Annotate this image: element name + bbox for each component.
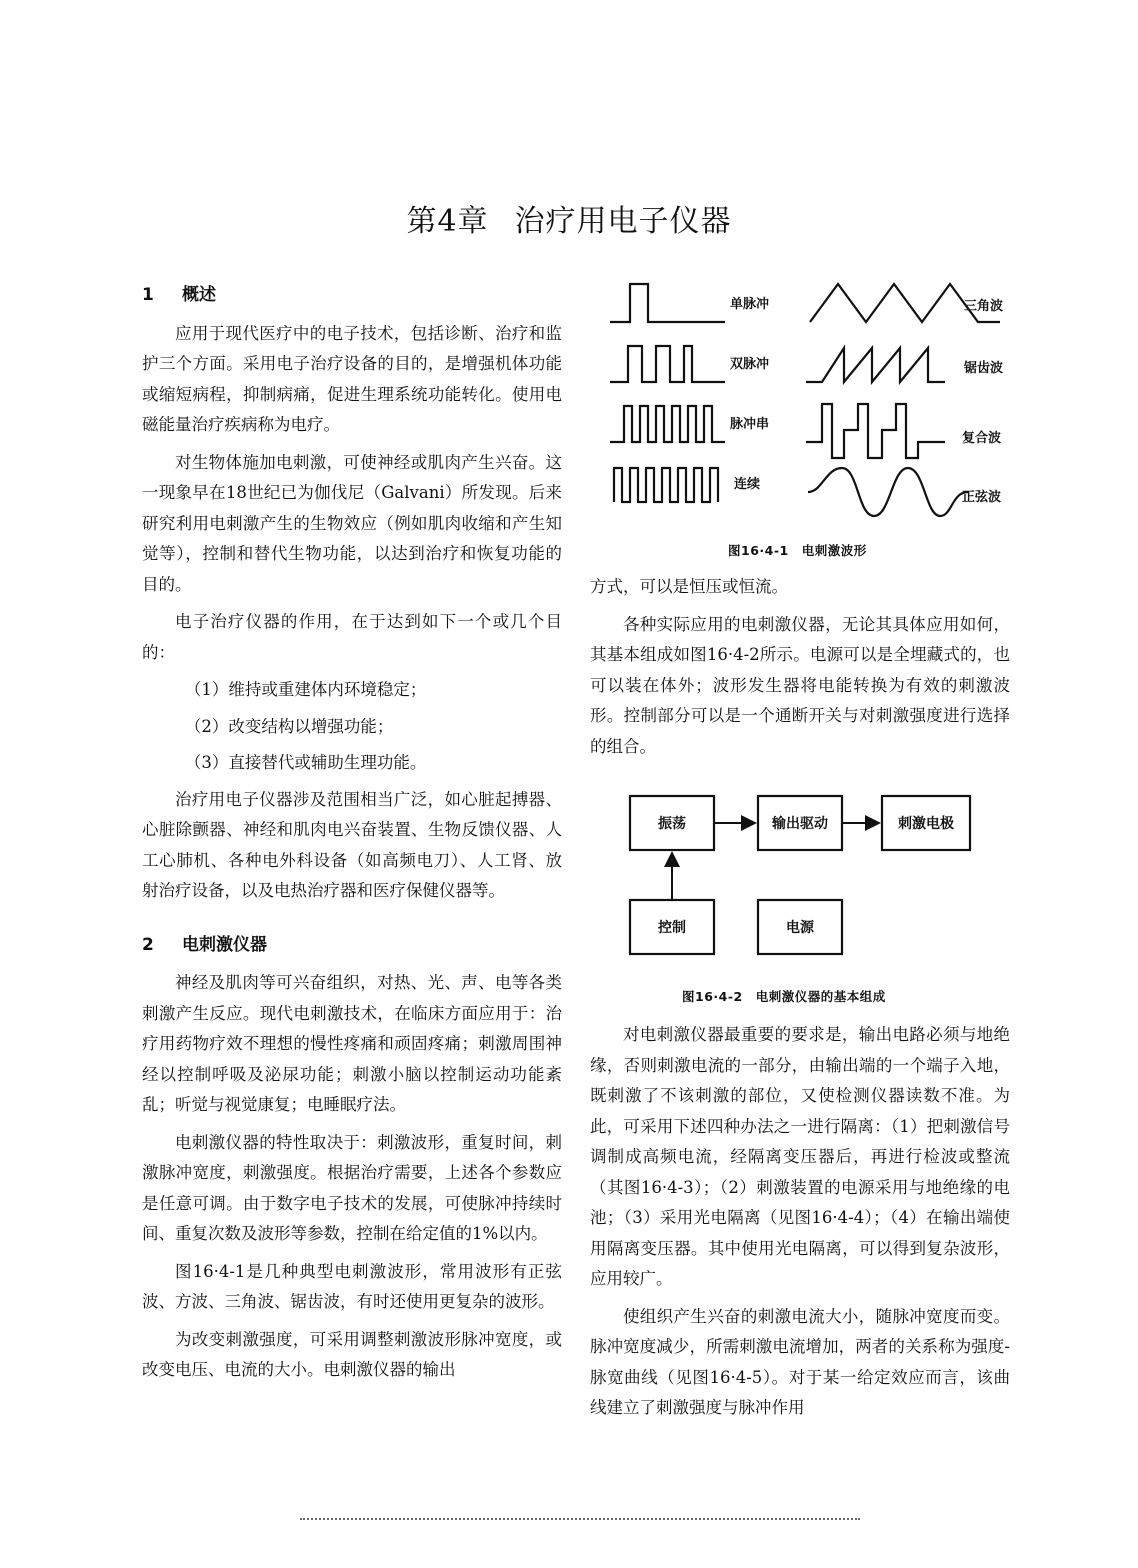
paragraph: 电子治疗仪器的作用，在于达到如下一个或几个目的： — [142, 612, 562, 662]
paragraph: 图16·4-1是几种典型电刺激波形，常用波形有正弦波、方波、三角波、锯齿波，有时还使用更复杂的波形。 — [142, 1261, 562, 1311]
block-label: 电源 — [786, 920, 814, 936]
paragraph: 为改变刺激强度，可采用调整刺激波形脉冲宽度，或改变电压、电流的大小。电刺激仪器的输出 — [142, 1329, 562, 1379]
block-label: 输出驱动 — [772, 816, 828, 832]
paragraph: 方式，可以是恒压或恒流。 — [590, 577, 788, 596]
paragraph: 应用于现代医疗中的电子技术，包括诊断、治疗和监护三个方面。采用电子治疗设备的目的，是增强机体功能或缩短病程，抑制病痛，促进生理系统功能转化。使用电磁能量治疗疾病称为电疗。 — [142, 323, 562, 434]
label-continuous: 连续 — [734, 477, 761, 492]
waveform-double-pulse — [610, 346, 725, 382]
label-triangle: 三角波 — [964, 299, 1004, 314]
bottom-dotted-rule — [300, 1518, 860, 1520]
label-compound: 复合波 — [962, 431, 1002, 446]
chapter-title — [0, 196, 1138, 240]
waveform-sawtooth — [806, 348, 945, 382]
waveform-compound — [806, 404, 945, 458]
label-sine: 正弦波 — [962, 490, 1002, 505]
waveform-pulse-train — [610, 406, 725, 442]
waveform-figure — [600, 270, 1020, 530]
paragraph: 神经及肌肉等可兴奋组织，对热、光、声、电等各类刺激产生反应。现代电刺激技术，在临床方面应用于：治疗用药物疗效不理想的慢性疼痛和顽固疼痛；刺激周围神经以控制呼吸及泌尿功能；刺激小脑以控制运动功能紊乱；听觉与视觉康复；电睡眠疗法。 — [142, 973, 562, 1114]
label-sawtooth: 锯齿波 — [964, 361, 1004, 376]
section-heading-1: 1 概述 — [142, 285, 216, 305]
block-label: 刺激电极 — [898, 816, 954, 832]
chapter-name: 治疗用电子仪器 — [514, 204, 732, 239]
section-heading-2: 2 电刺激仪器 — [142, 934, 267, 955]
chapter-number: 第4章 — [406, 204, 489, 239]
paragraph: 对电刺激仪器最重要的要求是，输出电路必须与地绝缘，否则刺激电流的一部分，由输出端的一个端子入地，既刺激了不该刺激的部位，又使检测仪器读数不准。为此，可采用下述四种办法之一进行隔离：（1）把刺激信号调制成高频电流，经隔离变压器后，再进行检波或整流（其图16·4-3）；（2）刺激装置的电源采用与地绝缘的电池；（3）采用光电隔离（见图16·4-4）；（4）在输出端使用隔离变压器。其中使用光电隔离，可以得到复杂波形，应用较广。 — [590, 1025, 1010, 1288]
block-label: 控制 — [658, 920, 686, 936]
right-column — [590, 572, 1010, 769]
label-pulse-train: 脉冲串 — [730, 417, 770, 432]
block-label: 振荡 — [658, 816, 686, 832]
figure-2-caption: 图16·4-2 电刺激仪器的基本组成 — [682, 989, 886, 1004]
waveform-sine — [808, 468, 968, 516]
left-column — [142, 278, 562, 1393]
label-double-pulse: 双脉冲 — [730, 357, 770, 372]
list-item: （1）维持或重建体内环境稳定； — [184, 680, 427, 699]
waveform-single-pulse — [610, 284, 725, 322]
paragraph: 使组织产生兴奋的刺激电流大小，随脉冲宽度而变。脉冲宽度减少，所需刺激电流增加，两者的关系称为强度-脉宽曲线（见图16·4-5）。对于某一给定效应而言，该曲线建立了刺激强度与脉冲作用 — [590, 1306, 1010, 1417]
paragraph: 治疗用电子仪器涉及范围相当广泛，如心脏起搏器、心脏除颤器、神经和肌肉电兴奋装置、生物反馈仪器、人工心肺机、各种电外科设备（如高频电刀）、人工肾、放射治疗设备，以及电热治疗器和医疗保健仪器等。 — [142, 789, 562, 900]
waveform-continuous — [614, 468, 718, 502]
label-single-pulse: 单脉冲 — [730, 297, 770, 312]
right-column-lower — [590, 1020, 1010, 1431]
paragraph: 电刺激仪器的特性取决于：刺激波形，重复时间，刺激脉冲宽度，刺激强度。根据治疗需要，上述各个参数应是任意可调。由于数字电子技术的发展，可使脉冲持续时间、重复次数及波形等参数，控制在给定值的1%以内。 — [142, 1132, 562, 1243]
block-diagram — [600, 782, 1020, 972]
figure-1-caption: 图16·4-1 电刺激波形 — [728, 543, 867, 558]
paragraph: 各种实际应用的电刺激仪器，无论其具体应用如何，其基本组成如图16·4-2所示。电源可以是全埋藏式的，也可以装在体外；波形发生器将电能转换为有效的刺激波形。控制部分可以是一个通断开关与对刺激强度进行选择的组合。 — [590, 614, 1010, 756]
list-item: （3）直接替代或辅助生理功能。 — [184, 753, 427, 772]
paragraph: 对生物体施加电刺激，可使神经或肌肉产生兴奋。这一现象早在18世纪已为伽伐尼（Galvani）所发现。后来研究利用电刺激产生的生物效应（例如肌肉收缩和产生知觉等），控制和替代生物功能，以达到治疗和恢复功能的目的。 — [142, 452, 562, 594]
list-item: （2）改变结构以增强功能； — [184, 716, 394, 736]
